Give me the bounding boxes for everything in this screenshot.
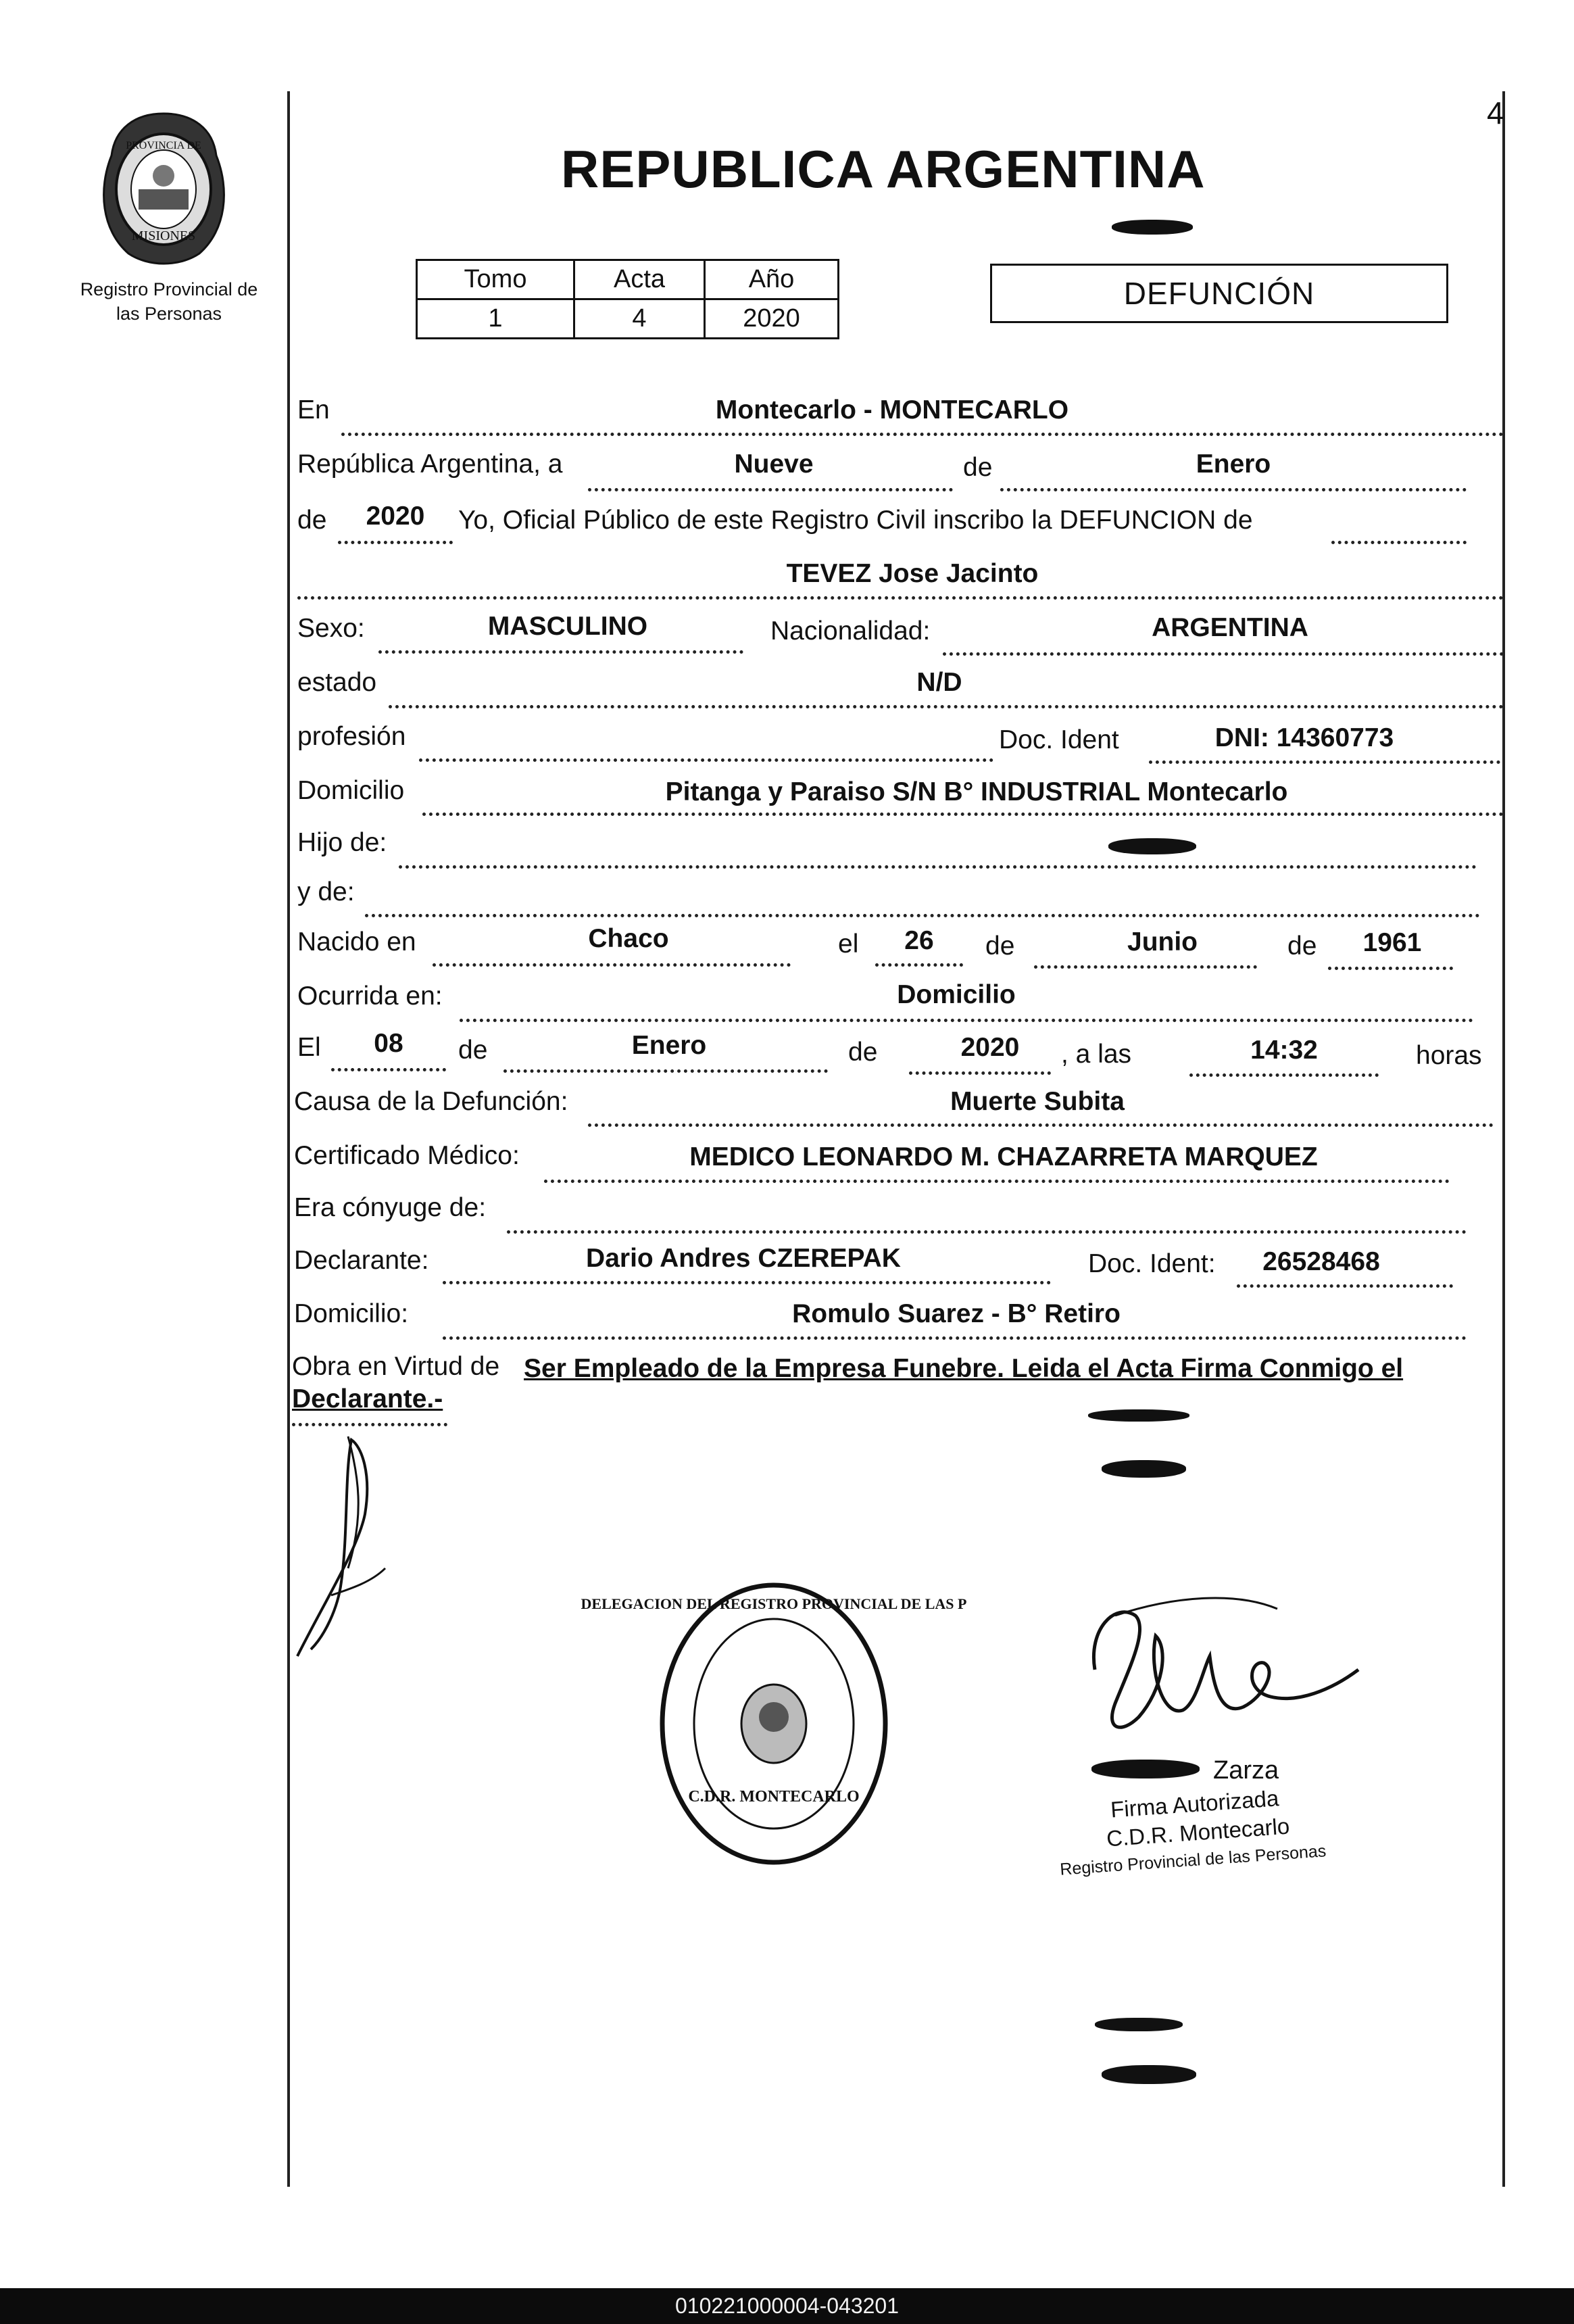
label-de4: de xyxy=(1287,931,1317,961)
dotted-line xyxy=(443,1336,1467,1340)
official-stamp xyxy=(581,1578,967,1869)
label-domicilio2: Domicilio: xyxy=(294,1299,409,1328)
value-causa: Muerte Subita xyxy=(950,1087,1125,1116)
footer-code: 010221000004-043201 xyxy=(0,2288,1574,2324)
label-sexo: Sexo: xyxy=(297,614,365,643)
dotted-line xyxy=(1331,541,1467,544)
value-def-dia: 08 xyxy=(374,1029,403,1058)
label-hijo: Hijo de: xyxy=(297,828,387,857)
registry-name-line1: Registro Provincial de xyxy=(80,279,258,299)
dotted-line xyxy=(875,963,963,967)
value-declarante: Dario Andres CZEREPAK xyxy=(586,1244,901,1273)
dotted-line xyxy=(544,1180,1450,1183)
label-de6: de xyxy=(848,1038,878,1067)
dotted-line xyxy=(331,1068,446,1071)
value-nac-anio: 1961 xyxy=(1362,928,1422,957)
dotted-line xyxy=(422,813,1504,816)
dotted-line xyxy=(341,433,1504,436)
signature-registry: Registro Provincial de las Personas xyxy=(1059,1841,1327,1879)
value-sexo: MASCULINO xyxy=(487,612,648,641)
dotted-line xyxy=(507,1230,1467,1234)
value-en: Montecarlo - MONTECARLO xyxy=(715,395,1069,425)
table-value-acta: 4 xyxy=(574,299,705,339)
table-value-anio: 2020 xyxy=(705,299,839,339)
label-causa: Causa de la Defunción: xyxy=(294,1087,568,1116)
redaction-mark xyxy=(1112,220,1193,235)
label-el: el xyxy=(838,929,859,959)
dotted-line xyxy=(419,758,993,762)
label-doc: Doc. Ident xyxy=(999,725,1119,754)
seal-top-label: PROVINCIA DE xyxy=(126,140,201,151)
dotted-line xyxy=(1237,1284,1453,1288)
dotted-line xyxy=(460,1019,1473,1022)
label-de5: de xyxy=(458,1036,488,1065)
label-alas: , a las xyxy=(1061,1040,1132,1069)
value-ocurrida: Domicilio xyxy=(897,980,1016,1009)
value-domicilio: Pitanga y Paraiso S/N B° INDUSTRIAL Montecarlo xyxy=(665,777,1288,806)
registry-name-line2: las Personas xyxy=(116,304,222,324)
label-certificado: Certificado Médico: xyxy=(294,1141,520,1170)
label-horas: horas xyxy=(1416,1041,1482,1070)
label-El: El xyxy=(297,1033,321,1062)
label-de2: de xyxy=(297,506,327,535)
dotted-line xyxy=(443,1281,1051,1284)
dotted-line xyxy=(909,1071,1051,1075)
redaction-mark xyxy=(1102,1460,1186,1478)
table-header-acta: Acta xyxy=(574,260,705,299)
value-estado: N/D xyxy=(916,668,962,697)
record-table xyxy=(416,259,839,339)
province-seal xyxy=(91,108,237,267)
value-nacido: Chaco xyxy=(588,924,669,953)
value-hora: 14:32 xyxy=(1250,1036,1318,1065)
value-certificado: MEDICO LEONARDO M. CHAZARRETA MARQUEZ xyxy=(689,1142,1318,1171)
label-de: de xyxy=(963,453,993,482)
dotted-line xyxy=(588,488,953,491)
label-conyuge: Era cónyuge de: xyxy=(294,1193,487,1222)
dotted-line xyxy=(1000,488,1467,491)
dotted-line xyxy=(378,650,743,654)
value-obra-line2: Declarante.- xyxy=(292,1384,443,1413)
dotted-line xyxy=(1034,965,1257,969)
label-nacionalidad: Nacionalidad: xyxy=(770,616,931,646)
redaction-mark xyxy=(1102,2065,1196,2084)
dotted-line xyxy=(338,541,453,544)
dotted-line xyxy=(399,865,1477,869)
record-type-box: DEFUNCIÓN xyxy=(990,264,1448,323)
redaction-mark xyxy=(1091,1760,1200,1778)
stamp-inner-text: C.D.R. MONTECARLO xyxy=(688,1788,860,1806)
label-republica: República Argentina, a xyxy=(297,450,563,479)
label-declarante: Declarante: xyxy=(294,1246,429,1275)
value-nacionalidad: ARGENTINA xyxy=(1152,613,1308,642)
page-number: 4 xyxy=(1487,95,1504,130)
oficial-text: Yo, Oficial Público de este Registro Civil inscribo la DEFUNCION de xyxy=(458,506,1253,535)
label-de3: de xyxy=(985,931,1015,961)
value-nac-mes: Junio xyxy=(1127,927,1198,957)
label-ocurrida: Ocurrida en: xyxy=(297,982,443,1011)
dotted-line xyxy=(297,596,1504,600)
label-en: En xyxy=(297,395,330,425)
registry-name xyxy=(64,277,274,326)
dotted-line xyxy=(588,1123,1494,1127)
value-mes: Enero xyxy=(1196,450,1271,479)
right-margin-line xyxy=(1502,91,1505,2187)
dotted-line xyxy=(389,705,1504,708)
dotted-line xyxy=(365,914,1480,917)
label-yde: y de: xyxy=(297,877,355,906)
redaction-mark xyxy=(1088,1409,1189,1422)
dotted-line xyxy=(1328,967,1453,970)
signatory-name: Zarza xyxy=(1213,1756,1279,1785)
table-header-anio: Año xyxy=(705,260,839,299)
dotted-line xyxy=(433,963,791,967)
signature-role: Firma Autorizada xyxy=(1109,1785,1280,1822)
stamp-outer-text: DELEGACION DEL REGISTRO PROVINCIAL DE LAS P xyxy=(581,1595,967,1612)
label-domicilio: Domicilio xyxy=(297,776,405,805)
table-value-tomo: 1 xyxy=(417,299,574,339)
value-def-anio: 2020 xyxy=(960,1033,1020,1062)
signature-office: C.D.R. Montecarlo xyxy=(1106,1813,1291,1851)
value-dia: Nueve xyxy=(734,450,814,479)
label-profesion: profesión xyxy=(297,722,406,751)
redaction-mark xyxy=(1108,838,1196,854)
value-doc: DNI: 14360773 xyxy=(1214,723,1394,752)
dotted-line xyxy=(292,1423,447,1426)
value-domicilio2: Romulo Suarez - B° Retiro xyxy=(792,1299,1121,1328)
value-nac-dia: 26 xyxy=(904,926,934,955)
label-nacido: Nacido en xyxy=(297,927,416,957)
dotted-line xyxy=(1189,1073,1379,1077)
value-def-mes: Enero xyxy=(631,1031,707,1060)
document-title: REPUBLICA ARGENTINA xyxy=(561,139,1206,199)
dotted-line xyxy=(1149,760,1500,764)
table-header-tomo: Tomo xyxy=(417,260,574,299)
dotted-line xyxy=(943,652,1504,656)
label-estado: estado xyxy=(297,668,377,697)
official-signature xyxy=(1075,1589,1365,1778)
value-nombre: TEVEZ Jose Jacinto xyxy=(786,559,1039,588)
seal-bottom-label: MISIONES xyxy=(131,228,196,243)
redaction-mark xyxy=(1095,2018,1183,2031)
value-obra-line1: Ser Empleado de la Empresa Funebre. Leida el Acta Firma Conmigo el xyxy=(524,1354,1404,1383)
label-doc2: Doc. Ident: xyxy=(1088,1249,1216,1278)
declarant-signature xyxy=(284,1433,392,1663)
value-anio: 2020 xyxy=(366,502,425,531)
label-obra: Obra en Virtud de xyxy=(292,1352,500,1381)
value-doc2: 26528468 xyxy=(1262,1247,1380,1276)
dotted-line xyxy=(503,1069,828,1073)
left-margin-line xyxy=(287,91,290,2187)
